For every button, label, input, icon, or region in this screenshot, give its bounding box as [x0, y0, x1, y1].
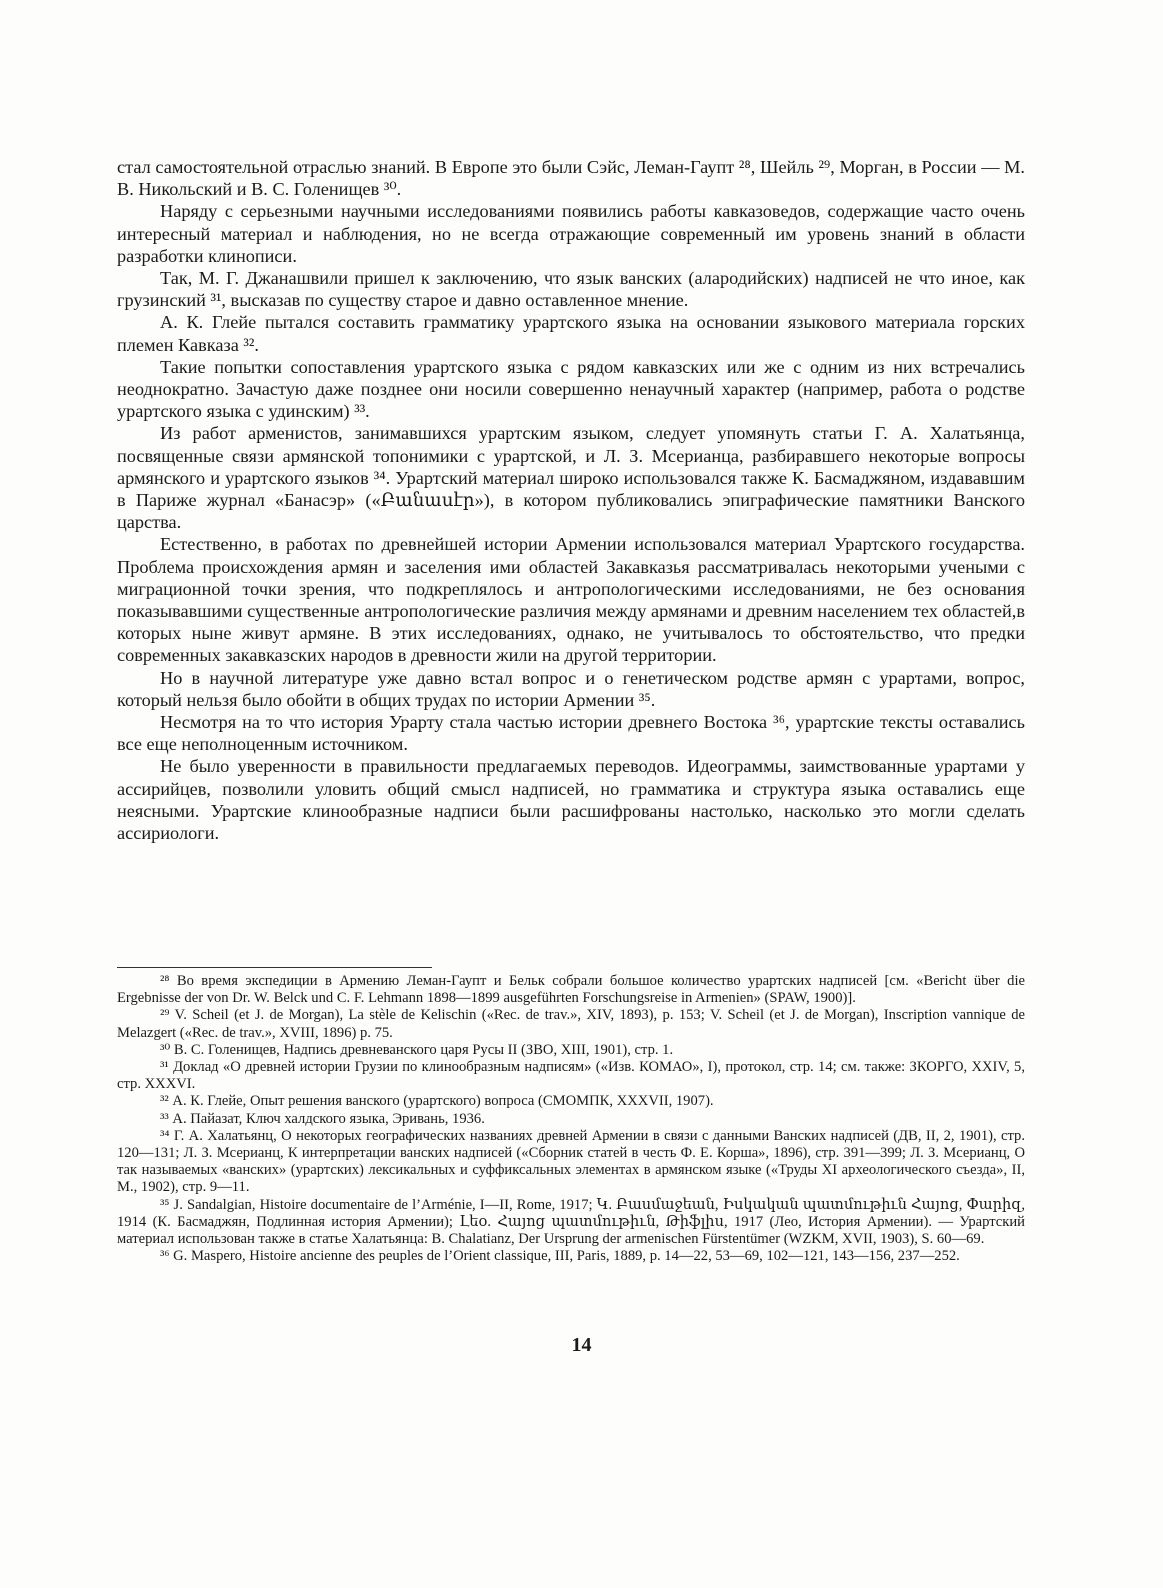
footnote: ³⁵ J. Sandalgian, Histoire documentaire de l’Arménie, I—II, Rome, 1917; Կ. Բասմաջեան, Իսկական պատմութիւն Հայոց, Փարիզ, 1914 (К. Басмаджян, Подлинная история Армении); Լեօ. Հայոց պատմութիւն, Թիֆլիս, 1917 (Лео, История Армении). — Урартский материал использован также в статье Халатьянца: B. Chalatianz, Der Ursprung der armenischen Fürstentümer (WZKM, XVII, 1903), S. 60—69. [117, 1196, 1025, 1248]
footnotes [117, 973, 1025, 1265]
paragraph: Так, М. Г. Джанашвили пришел к заключению, что язык ванских (алародийских) надписей не что иное, как грузинский ³¹, высказав по существу старое и давно оставленное мнение. [117, 268, 1025, 311]
footnote-divider [117, 967, 432, 968]
paragraph: А. К. Глейе пытался составить грамматику урартского языка на основании языкового материала горских племен Кавказа ³². [117, 312, 1025, 355]
paragraph: стал самостоятельной отраслью знаний. В Европе это были Сэйс, Леман-Гаупт ²⁸, Шейль ²⁹, Морган, в России — М. В. Никольский и В. С. Голенищев ³⁰. [117, 157, 1025, 200]
paragraph: Не было уверенности в правильности предлагаемых переводов. Идеограммы, заимствованные урартами у ассирийцев, позволили уловить общий смысл надписей, но грамматика и структура языка оставались еще неясными. Урартские клинообразные надписи были расшифрованы настолько, насколько это могли сделать ассириологи. [117, 756, 1025, 844]
footnote: ²⁹ V. Scheil (et J. de Morgan), La stèle de Kelischin («Rec. de trav.», XIV, 1893), p. 153; V. Scheil (et J. de Morgan), Inscription vannique de Melazgert («Rec. de trav.», XVIII, 1896) p. 75. [117, 1007, 1025, 1041]
paragraph: Но в научной литературе уже давно встал вопрос и о генетическом родстве армян с урартами, вопрос, который нельзя было обойти в общих трудах по истории Армении ³⁵. [117, 667, 1025, 710]
footnote: ³⁰ В. С. Голенищев, Надпись древневанского царя Русы II (ЗВО, XIII, 1901), стр. 1. [160, 1041, 674, 1058]
footnote: ³⁴ Г. А. Халатьянц, О некоторых географических названиях древней Армении в связи с данными Ванских надписей (ДВ, II, 2, 1901), стр. 120—131; Л. З. Мсерианц, К интерпретации ванских надписей («Сборник статей в честь Ф. Е. Корша», 1896), стр. 391—399; Л. З. Мсерианц, О так называемых «ванских» (урартских) лексикальных и суффиксальных элементах в армянском языке («Труды XI археологического съезда», II, М., 1902), стр. 9—11. [117, 1127, 1025, 1196]
footnote: ³⁶ G. Maspero, Histoire ancienne des peuples de l’Orient classique, III, Paris, 1889, p. 14—22, 53—69, 102—121, 143—156, 237—252. [160, 1248, 960, 1265]
paragraph: Из работ арменистов, занимавшихся урартским языком, следует упомянуть статьи Г. А. Халатьянца, посвященные связи армянской топонимики с урартской, и Л. З. Мсерианца, разбиравшего некоторые вопросы армянского и урартского языков ³⁴. Урартский материал широко использовался также К. Басмаджяном, издававшим в Париже журнал «Банасэр» («Բանասէր»), в котором публиковались эпиграфические памятники Ванского царства. [117, 423, 1025, 533]
footnote: ³² А. К. Глейе, Опыт решения ванского (урартского) вопроса (СМОМПК, XXXVII, 1907). [160, 1093, 714, 1110]
main-text [117, 156, 1025, 844]
page-number: 14 [571, 1334, 592, 1356]
paragraph: Наряду с серьезными научными исследованиями появились работы кавказоведов, содержащие часто очень интересный материал и наблюдения, но не всегда отражающие современный им уровень знаний в области разработки клинописи. [117, 201, 1025, 266]
paragraph: Естественно, в работах по древнейшей истории Армении использовался материал Урартского государства. Проблема происхождения армян и заселения ими областей Закавказья рассматривалась некоторыми учеными с миграционной точки зрения, что подкреплялось и антропологическими исследованиями, не без основания показывавшими существенные антропологические различия между армянами и древним населением тех областей,в которых ныне живут армяне. В этих исследованиях, однако, не учитывалось то обстоятельство, что предки современных закавказских народов в древности жили на другой территории. [117, 534, 1025, 666]
paragraph: Несмотря на то что история Урарту стала частью истории древнего Востока ³⁶, урартские тексты оставались все еще неполноценным источником. [117, 712, 1025, 755]
footnote: ³¹ Доклад «О древней истории Грузии по клинообразным надписям» («Изв. КОМАО», I), протокол, стр. 14; см. также: ЗКОРГО, XXIV, 5, стр. XXXVI. [117, 1059, 1025, 1093]
footnote: ²⁸ Во время экспедиции в Армению Леман-Гаупт и Бельк собрали большое количество урартских надписей [см. «Bericht über die Ergebnisse der von Dr. W. Belck und C. F. Lehmann 1898—1899 ausgeführten Forschungsreise in Armenien» (SPAW, 1900)]. [117, 973, 1025, 1007]
paragraph: Такие попытки сопоставления урартского языка с рядом кавказских или же с одним из них встречались неоднократно. Зачастую даже позднее они носили совершенно ненаучный характер (например, работа о родстве урартского языка с удинским) ³³. [117, 356, 1025, 422]
footnote: ³³ А. Пайазат, Ключ халдского языка, Эривань, 1936. [160, 1110, 485, 1127]
